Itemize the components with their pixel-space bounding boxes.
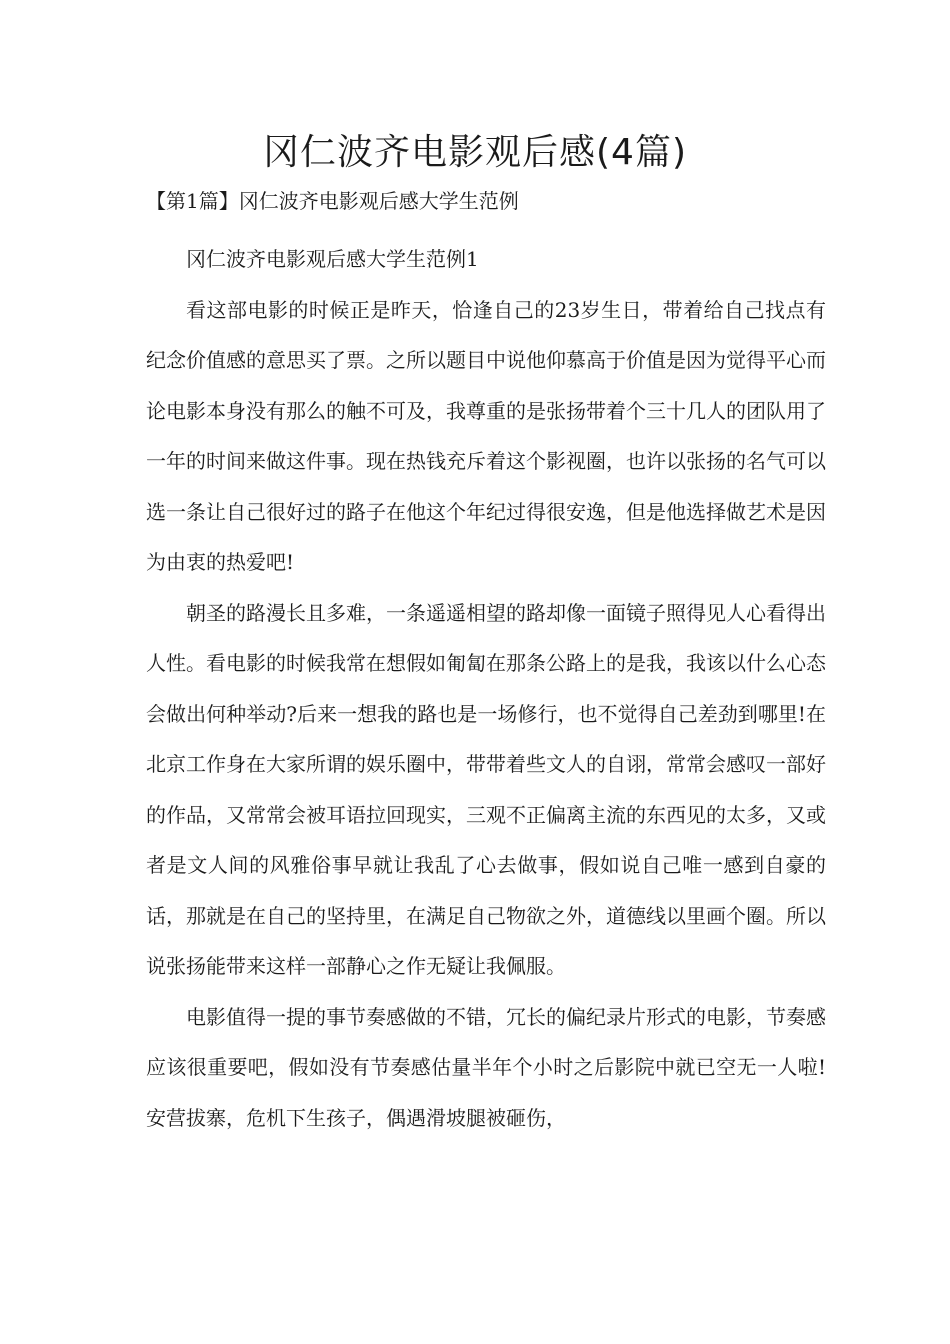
paragraph-3: 电影值得一提的事节奏感做的不错，冗长的偏纪录片形式的电影，节奏感应该很重要吧，假如没有节奏感估量半年个小时之后影院中就已空无一人啦!安营拔寨，危机下生孩子，偶遇滑坡腿被砸伤， xyxy=(146,1004,826,1130)
document-title: 冈仁波齐电影观后感(4篇) xyxy=(263,132,687,173)
paragraph-1: 看这部电影的时候正是昨天，恰逢自己的23岁生日，带着给自己找点有纪念价值感的意思买了票。之所以题目中说他仰慕高于价值是因为觉得平心而论电影本身没有那么的触不可及，我尊重的是张扬带着个三十几人的团队用了一年的时间来做这件事。现在热钱充斥着这个影视圈，也许以张扬的名气可以选一条让自己很好过的路子在他这个年纪过得很安逸，但是他选择做艺术是因为由衷的热爱吧! xyxy=(146,297,826,574)
paragraph-2: 朝圣的路漫长且多难，一条遥遥相望的路却像一面镜子照得见人心看得出人性。看电影的时候我常在想假如匍匐在那条公路上的是我，我该以什么心态会做出何种举动?后来一想我的路也是一场修行，也不觉得自己差劲到哪里!在北京工作身在大家所谓的娱乐圈中，带带着些文人的自诩，常常会感叹一部好的作品，又常常会被耳语拉回现实，三观不正偏离主流的东西见的太多，又或者是文人间的风雅俗事早就让我乱了心去做事，假如说自己唯一感到自豪的话，那就是在自己的坚持里，在满足自己物欲之外，道德线以里画个圈。所以说张扬能带来这样一部静心之作无疑让我佩服。 xyxy=(146,600,826,978)
section-heading: 【第1篇】冈仁波齐电影观后感大学生范例 xyxy=(146,189,519,213)
subheading: 冈仁波齐电影观后感大学生范例1 xyxy=(186,247,479,271)
document-body xyxy=(146,234,826,1143)
